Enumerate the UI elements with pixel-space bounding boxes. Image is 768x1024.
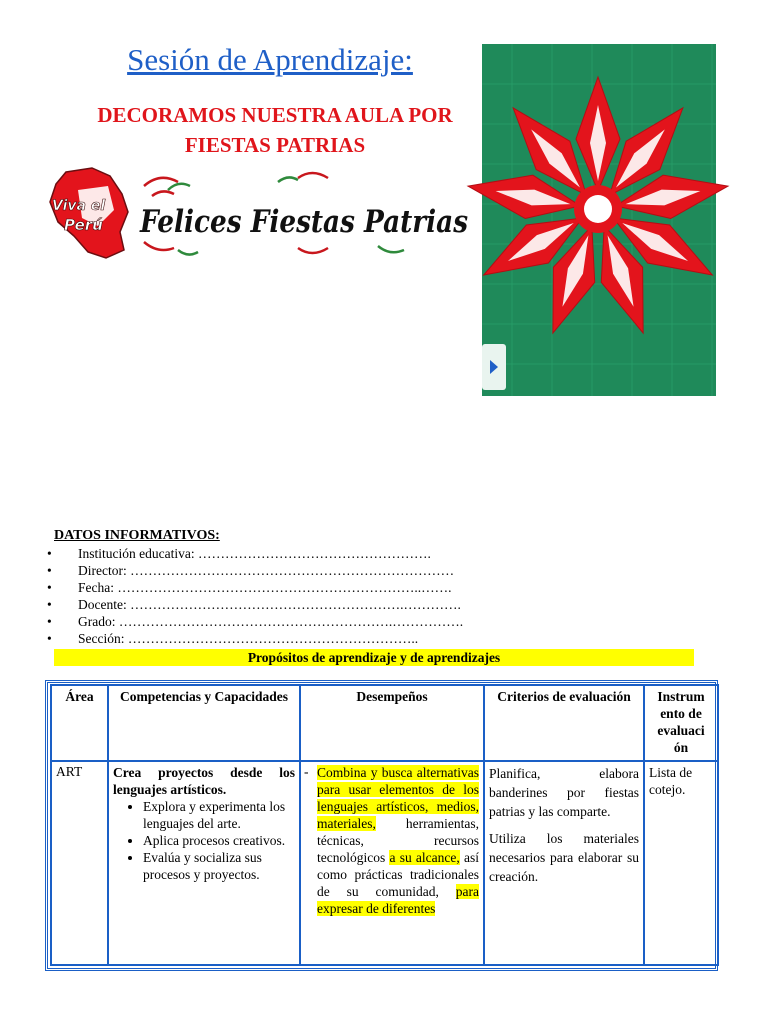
cell-desempenos bbox=[300, 761, 484, 965]
bullet: • bbox=[47, 597, 52, 612]
table-row bbox=[51, 761, 718, 965]
header-area: Área bbox=[51, 685, 108, 761]
session-subtitle bbox=[40, 100, 510, 160]
capacidades-list bbox=[113, 798, 295, 883]
item-label: Docente: bbox=[78, 597, 127, 612]
page-title: Sesión de Aprendizaje: bbox=[127, 42, 413, 77]
datos-item bbox=[30, 545, 463, 562]
badge-line-2: Perú bbox=[64, 216, 103, 234]
cell-competencias bbox=[108, 761, 300, 965]
highlight-span: para expresar de diferentes bbox=[317, 884, 480, 916]
item-label: Grado: bbox=[78, 614, 116, 629]
datos-item bbox=[30, 596, 463, 613]
competencia-title: Crea proyectos desde los lenguajes artísticos. bbox=[113, 765, 295, 797]
fill-dots[interactable]: …………………………………………………………..……. bbox=[117, 580, 452, 595]
bullet: • bbox=[47, 563, 52, 578]
chevron-right-icon[interactable] bbox=[482, 344, 506, 390]
fill-dots[interactable]: ……………………………………………. bbox=[197, 546, 431, 561]
item-label: Institución educativa: bbox=[78, 546, 195, 561]
bullet: • bbox=[47, 580, 52, 595]
cell-instrumento: Lista de cotejo. bbox=[644, 761, 718, 965]
fiestas-patrias-banner bbox=[48, 166, 474, 262]
cell-criterios bbox=[484, 761, 644, 965]
criterio-item: Utiliza los materiales necesarios para elaborar su creación. bbox=[489, 831, 639, 884]
item-label: Fecha: bbox=[78, 580, 114, 595]
datos-heading: DATOS INFORMATIVOS: bbox=[54, 528, 220, 543]
bullet: • bbox=[47, 631, 52, 646]
dash-marker: - bbox=[304, 764, 309, 779]
bullet: • bbox=[47, 546, 52, 561]
item-label: Sección: bbox=[78, 631, 125, 646]
datos-item bbox=[30, 613, 463, 630]
greeting-text: Felices Fiestas Patrias bbox=[139, 204, 468, 240]
peru-map-badge bbox=[50, 168, 128, 258]
capacidad-item: • Aplica procesos creativos. bbox=[143, 832, 295, 849]
desempeno-span: así como prácticas tradicionales de su comunidad, bbox=[317, 850, 479, 899]
desempeno-text bbox=[317, 764, 479, 917]
paper-flower-image bbox=[482, 44, 716, 396]
datos-item bbox=[30, 630, 463, 647]
header-instrumento-line: ento de bbox=[660, 706, 702, 721]
capacidad-item: • Explora y experimenta los lenguajes del arte. bbox=[143, 798, 295, 832]
table-header-row bbox=[51, 685, 718, 761]
competencias-table bbox=[50, 684, 719, 966]
datos-item bbox=[30, 562, 463, 579]
criterio-item: Planifica, elabora banderines por fiestas patrias y las comparte. bbox=[489, 766, 639, 819]
header-instrumento-line: Instrum bbox=[657, 689, 705, 704]
fill-dots[interactable]: ……………………………………………………….. bbox=[127, 631, 419, 646]
propositos-heading: Propósitos de aprendizaje y de aprendizajes bbox=[54, 649, 694, 666]
header-instrumento-line: evaluaci bbox=[657, 723, 705, 738]
fill-dots[interactable]: …………………………………………………….…………. bbox=[130, 597, 461, 612]
capacidad-item: • Evalúa y socializa sus procesos y proyectos. bbox=[143, 849, 295, 883]
datos-list bbox=[30, 545, 463, 647]
header-competencias: Competencias y Capacidades bbox=[108, 685, 300, 761]
highlight-span: a su alcance, bbox=[389, 850, 460, 865]
cell-area: ART bbox=[51, 761, 108, 965]
subtitle-line-2: FIESTAS PATRIAS bbox=[184, 133, 366, 157]
header-instrumento-line: ón bbox=[673, 740, 689, 755]
bullet: • bbox=[47, 614, 52, 629]
highlight-span: Combina y busca alternativas para usar elementos de los lenguajes artísticos, medios, materiales, bbox=[317, 765, 479, 831]
datos-item bbox=[30, 579, 463, 596]
subtitle-line-1: DECORAMOS NUESTRA AULA POR bbox=[97, 103, 453, 127]
header-instrumento bbox=[644, 685, 718, 761]
desempeno-span: herramientas, técnicas, recursos tecnológicos bbox=[317, 816, 479, 865]
fill-dots[interactable]: …………………………………………………….……………. bbox=[118, 614, 464, 629]
item-label: Director: bbox=[78, 563, 127, 578]
flower-center bbox=[584, 195, 612, 223]
fill-dots[interactable]: ……………………………………………………………… bbox=[130, 563, 455, 578]
badge-line-1: Viva el bbox=[52, 198, 106, 214]
header-criterios: Criterios de evaluación bbox=[484, 685, 644, 761]
header-desempenos: Desempeños bbox=[300, 685, 484, 761]
